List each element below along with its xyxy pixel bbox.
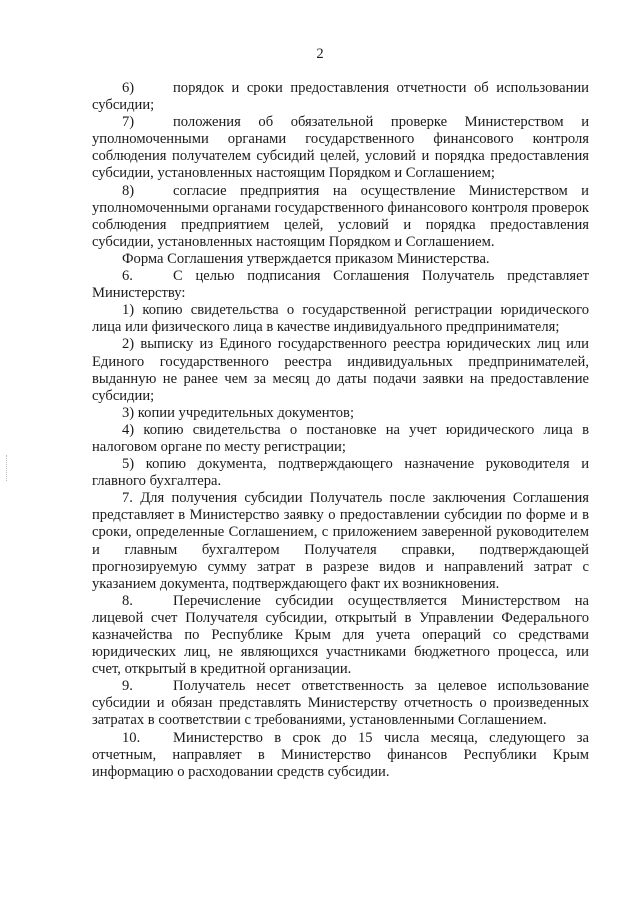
paragraph-text: 1) копию свидетельства о государственной регистрации юридического лица или физического лица в качестве индивидуального предпринимателя;	[92, 302, 589, 336]
paragraph-text: 4) копию свидетельства о постановке на учет юридического лица в налоговом органе по месту регистрации;	[92, 421, 589, 455]
paragraph-item-6	[92, 80, 589, 114]
item-number: 6)	[122, 80, 135, 96]
section-number: 8.	[122, 592, 133, 609]
page-number: 2	[316, 46, 324, 62]
paragraph-text: 2) выписку из Единого государственного реестра юридических лиц или Единого государственного реестра индивидуальных предпринимателей, выданную не ранее чем за месяц до даты подачи заявки на предоставление субсидии;	[92, 336, 589, 404]
section-number: 9.	[122, 678, 133, 695]
paragraph-section-10	[92, 730, 589, 781]
paragraph-doc-2	[92, 336, 589, 404]
item-text: согласие предприятия на осуществление Министерством и уполномоченными органами государственного финансового контроля проверок соблюдения предприятием целей, условий и порядка предоставления субсидии, установленных настоящим Порядком и Соглашением.	[92, 182, 589, 250]
scan-margin-mark	[6, 455, 9, 481]
paragraph-text: С целью подписания Соглашения Получатель представляет Министерству:	[92, 268, 589, 302]
paragraph-text: 7. Для получения субсидии Получатель после заключения Соглашения представляет в Министерство заявку о предоставлении субсидии по форме и в сроки, определенные Соглашением, с приложением заверенной руководителем и главным бухгалтером Получателя справки, подтверждающей прогнозируемую сумму затрат в разрезе видов и направлений затрат с указанием документа, подтверждающего факт их возникновения.	[92, 490, 589, 592]
item-number: 7)	[122, 114, 135, 131]
paragraph-section-8	[92, 593, 589, 678]
section-number: 10.	[122, 729, 141, 746]
item-text: положения об обязательной проверке Министерством и уполномоченными органами государственного финансового контроля соблюдения получателем субсидий целей, условий и порядка предоставления субсидии, установленных настоящим Порядком и Соглашением;	[92, 114, 589, 182]
paragraph-item-8	[92, 183, 589, 251]
paragraph-text: 5) копию документа, подтверждающего назначение руководителя и главного бухгалтера.	[92, 456, 589, 490]
paragraph-doc-1	[92, 302, 589, 336]
paragraph-text: Форма Соглашения утверждается приказом Министерства.	[122, 250, 490, 267]
paragraph-section-6	[92, 268, 589, 302]
paragraph-text: Перечисление субсидии осуществляется Министерством на лицевой счет Получателя субсидии, открытый в Управлении Федерального казначейства по Республике Крым для учета операций со средствами юридических лиц, не являющихся участниками бюджетного процесса, или счет, открытый в кредитной организации.	[92, 592, 589, 678]
paragraph-text: 3) копии учредительных документов;	[122, 404, 354, 421]
paragraph-doc-5	[92, 456, 589, 490]
paragraph-section-9	[92, 678, 589, 729]
paragraph-item-7	[92, 114, 589, 182]
paragraph-text: Получатель несет ответственность за целевое использование субсидии и обязан представлять Министерству отчетность о произведенных затратах в соответствии с требованиями, установленными Соглашением.	[92, 678, 589, 729]
paragraph-section-7	[92, 490, 589, 593]
section-number: 6.	[122, 268, 133, 285]
document-body	[92, 80, 589, 781]
paragraph-doc-4	[92, 422, 589, 456]
paragraph-agreement-form	[92, 251, 589, 268]
paragraph-doc-3	[92, 405, 589, 422]
paragraph-text: Министерство в срок до 15 числа месяца, следующего за отчетным, направляет в Министерство финансов Республики Крым информацию о расходовании средств субсидии.	[92, 729, 589, 780]
item-text: порядок и сроки предоставления отчетности об использовании субсидии;	[92, 80, 589, 114]
item-number: 8)	[122, 182, 135, 199]
